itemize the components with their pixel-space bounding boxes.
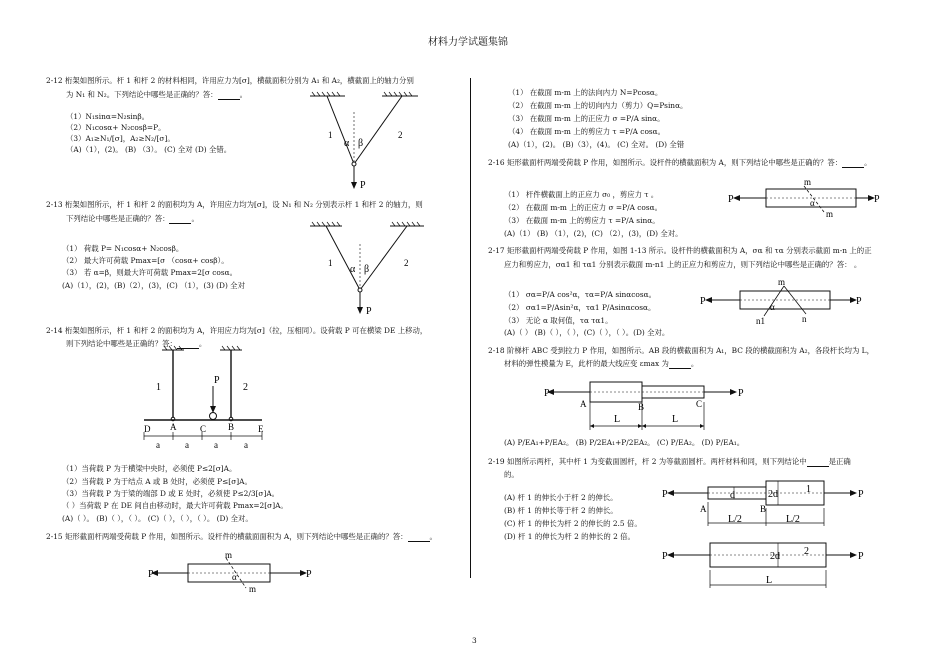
q215-opt1: （1） 在截面 m-m 上的法向内力 N=Pcosα。: [508, 88, 663, 97]
q217-load-right: P: [856, 296, 862, 307]
q217-opt1: （1） σα=P/A cos²α，τα=P/A sinαcosα。: [504, 290, 657, 299]
q215-opt5: (A)（1），(2)。 (B)（3），(4)。 (C) 全对。 (D) 全错: [508, 140, 685, 149]
page-number: 3: [472, 636, 477, 645]
q219-fig2-L-label: L: [766, 575, 773, 586]
q214-bar1-label: 1: [156, 382, 161, 393]
q218-A-label: A: [580, 399, 587, 409]
q216-load-right: P: [874, 194, 880, 205]
q219-fig1-B-label: B: [760, 504, 767, 514]
q215-m-top: m: [225, 550, 233, 560]
q217-m-label: m: [778, 277, 786, 287]
q219-opt2: (B) 杆 1 的伸长等于杆 2 的伸长。: [504, 506, 618, 515]
q218-load-right: P: [738, 388, 744, 399]
q219-line1: 2-19 如图所示两杆，其中杆 1 为变截面圆杆，杆 2 为等截面圆杆。两杆材料和同，则下列结论中 是正确: [488, 457, 851, 466]
q213-truss-figure: [296, 222, 436, 322]
q213-opt3: （3） 若 α=β，则最大许可荷载 Pmax=2[σ cosα。: [62, 268, 237, 277]
q213-line1: 2-13 桁架如图所示，杆 1 和杆 2 的面积均为 A，许用应力均为[σ]，设 N₁ 和 N₂ 分别表示杆 1 和杆 2 的轴力，则: [46, 200, 423, 209]
q212-beta-label: β: [358, 138, 364, 149]
q213-opt4: (A)（1），(2)，(B)（2），(3)，(C) （1），(3) (D) 全对: [62, 281, 245, 290]
q212-line2: 为 N₁ 和 N₂。下列结论中哪些是正确的？答： 。: [66, 90, 247, 99]
q218-load-left: P: [544, 388, 550, 399]
q214-bar2-label: 2: [243, 382, 248, 393]
q212-truss-figure: [290, 92, 430, 202]
q212-alpha-label: α: [344, 138, 350, 149]
q216-opt3: （3） 在截面 m-m 上的剪应力 τ =P/A sinα。: [504, 216, 660, 225]
q213-alpha-label: α: [350, 264, 356, 275]
q212-opt1: （1）N₁sinα=N₂sinβ。: [66, 112, 150, 121]
q219-fig1-2d-label: 2d: [768, 489, 778, 500]
q214-A-label: A: [170, 422, 177, 432]
q214-dim-4: a: [244, 440, 248, 450]
q219-line2: 的。: [504, 470, 519, 479]
column-divider: [470, 78, 471, 578]
q214-opt2: （2）当荷载 P 为于结点 A 或 B 处时，必须使 P≤[σ]A。: [62, 477, 252, 486]
q212-line1: 2-12 桁架如图所示。杆 1 和杆 2 的材料相同，许用应力为[σ]，横截面积分别为 A₁ 和 A₂，横截面上的轴力分别: [46, 76, 414, 85]
q217-n-label: n: [802, 314, 807, 324]
q219-fig1-A-label: A: [700, 504, 707, 514]
q212-opt4: （A)（1），(2)。 (B) （3）。 (C) 全对 (D) 全错。: [66, 145, 232, 154]
q217-load-left: P: [700, 296, 706, 307]
q213-opt2: （2） 最大许可荷载 Pmax=[σ （cosα+ cosβ）。: [62, 256, 229, 265]
q215-opt4: （4） 在截面 m-m 上的剪应力 τ =P/A cosα。: [508, 127, 666, 136]
q213-bar1-label: 1: [328, 258, 333, 268]
q218-line2: 材料的弹性模量为 E，此杆的最大线应变 εmax 为 。: [504, 359, 699, 368]
q216-m-top: m: [804, 177, 812, 187]
page-header: 材料力学试题集锦: [428, 37, 508, 48]
q214-E-label: E: [258, 424, 264, 434]
q213-load-label: P: [366, 306, 372, 317]
q219-fig2-bar-label: 2: [804, 546, 809, 557]
q215-load-left: P: [148, 569, 154, 580]
q219-fig2-load-left: P: [662, 551, 668, 562]
q214-opt3: （3）当荷载 P 为于梁的端部 D 或 E 处时，必须使 P≤2/3[σ]A。: [62, 489, 280, 498]
q219-opt3: (C) 杆 1 的伸长为杆 2 的伸长的 2.5 倍。: [504, 519, 642, 528]
q213-opt1: （1） 荷载 P= N₁cosα+ N₂cosβ。: [62, 244, 184, 253]
q212-bar2-label: 2: [398, 130, 403, 140]
q214-load-label: P: [214, 375, 220, 386]
q217-line1: 2-17 矩形截面杆两端受荷载 P 作用，如图 1-13 所示。设杆件的横截面积为 A，σα 和 τα 分别表示截面 m-n 上的正: [488, 246, 872, 255]
q214-opt1: （1）当荷载 P 为于横梁中央时，必须使 P≤2[σ]A。: [62, 464, 237, 473]
q213-line2: 下列结论中哪些是正确的？答： 。: [66, 214, 199, 223]
q216-load-left: P: [728, 194, 734, 205]
q216-alpha-label: α: [810, 198, 815, 208]
q219-fig2-2d-label: 2d: [770, 551, 780, 562]
q219-opt4: (D) 杆 1 的伸长为杆 2 的伸长的 2 倍。: [504, 532, 635, 541]
q217-opt2: （2） σα1=P/Asin²α，τα1 P/Asinαcosα。: [504, 303, 656, 312]
q219-fig1-L1-label: L/2: [728, 514, 742, 525]
q218-stepped-bar-figure: [540, 374, 770, 440]
q212-opt2: （2）N₁cosα+ N₂cosβ=P。: [66, 123, 166, 132]
q218-opts: (A) P/EA₁+P/EA₂。 (B) P/2EA₁+P/2EA₂。 (C) P/EA₂。 (D) P/EA₁。: [504, 438, 745, 447]
q217-n1-label: n1: [756, 316, 765, 326]
q218-B-label: B: [638, 402, 645, 412]
q216-bar-figure: [728, 176, 888, 220]
q218-line1: 2-18 阶梯杆 ABC 受到拉力 P 作用，如图所示。AB 段的横截面积为 A₁，BC 段的横截面积为 A₂，各段杆长均为 L，: [488, 346, 874, 355]
q215-bar-figure: [146, 550, 326, 596]
q219-fig1-L2-label: L/2: [786, 514, 800, 525]
q219-fig1-load-left: P: [662, 489, 668, 500]
q212-opt3: （3）A₁≥N₁/[σ]，A₂≥N₂/[σ]。: [66, 134, 175, 143]
q219-bar2-figure: [660, 540, 880, 590]
q214-B-label: B: [228, 422, 235, 432]
q213-beta-label: β: [364, 264, 370, 275]
q214-line2: 则下列结论中哪些是正确的？答： 。: [66, 339, 207, 348]
q216-line1: 2-16 矩形截面杆两端受荷载 P 作用，如图所示。设杆件的横截面积为 A，则下列结论中哪些是正确的？答： 。: [488, 158, 872, 167]
q215-opt2: （2） 在截面 m-m 上的切向内力（剪力）Q=Psinα。: [508, 101, 688, 110]
q219-fig1-load-right: P: [858, 489, 864, 500]
q217-alpha-label: α: [770, 302, 775, 312]
q218-L1-label: L: [614, 414, 621, 425]
q219-fig1-bar-label: 1: [806, 484, 811, 495]
q215-load-right: P: [306, 569, 312, 580]
q214-beam-figure: [140, 346, 280, 458]
q217-opt4: (A)（ ） (B)（ ），（ ），(C)（ ），（ ）。(D) 全对。: [504, 328, 670, 337]
q215-alpha-label: α: [232, 572, 237, 582]
q219-fig2-load-right: P: [858, 551, 864, 562]
q219-bar1-figure: [660, 478, 880, 530]
q214-D-label: D: [144, 424, 151, 434]
q216-opt4: (A)（1） (B) （1），(2)，(C) （2），(3)，(D) 全对。: [504, 229, 683, 238]
q219-opt1: (A) 杆 1 的伸长小于杆 2 的伸长。: [504, 493, 618, 502]
q215-m-bot: m: [249, 584, 257, 594]
q214-opt5: (A)（ ）。 (B)（ ），（ ）。 (C)（ ），（ ），（ ）。 (D) 全对。: [62, 514, 253, 523]
q217-line2: 应力和剪应力，σα1 和 τα1 分别表示截面 m-n1 上的正应力和剪应力，则下列结论中哪些是正确的？答： 。: [504, 260, 862, 269]
q214-dim-1: a: [156, 440, 160, 450]
q217-bar-figure: [698, 276, 873, 328]
q216-opt2: （2） 在截面 m-m 上的正应力 σ =P/A cosα。: [504, 203, 663, 212]
q214-C-label: C: [200, 424, 207, 434]
q218-C-label: C: [696, 399, 703, 409]
q212-load-label: P: [360, 180, 366, 191]
q217-opt3: （3） 无论 α 取何值，τα τα1。: [504, 316, 613, 325]
q214-opt4: （ ）当荷载 P 在 DE 间自由移动时，最大许可荷载 Pmax=2[σ]A。: [62, 501, 288, 510]
q216-opt1: （1） 杆件横截面上的正应力 σ₀ ，剪应力 τ 。: [504, 190, 659, 199]
q215-line1: 2-15 矩形截面杆两端受荷载 P 作用，如图所示。设杆件的横截面面积为 A，则下列结论中哪些是正确的？答： 。: [46, 532, 437, 541]
q212-bar1-label: 1: [328, 130, 333, 140]
q214-line1: 2-14 桁架如图所示，杆 1 和杆 2 的面积均为 A，许用应力均为[σ]（拉，压相同）。设荷载 P 可在横梁 DE 上移动，: [46, 326, 428, 335]
q219-fig1-d-label: d: [730, 490, 735, 501]
q215-opt3: （3） 在截面 m-m 上的正应力 σ =P/A sinα。: [508, 114, 665, 123]
q214-dim-2: a: [185, 440, 189, 450]
q218-L2-label: L: [672, 414, 679, 425]
q214-dim-3: a: [214, 440, 218, 450]
q216-m-bot: m: [826, 209, 834, 219]
q213-bar2-label: 2: [404, 258, 409, 268]
